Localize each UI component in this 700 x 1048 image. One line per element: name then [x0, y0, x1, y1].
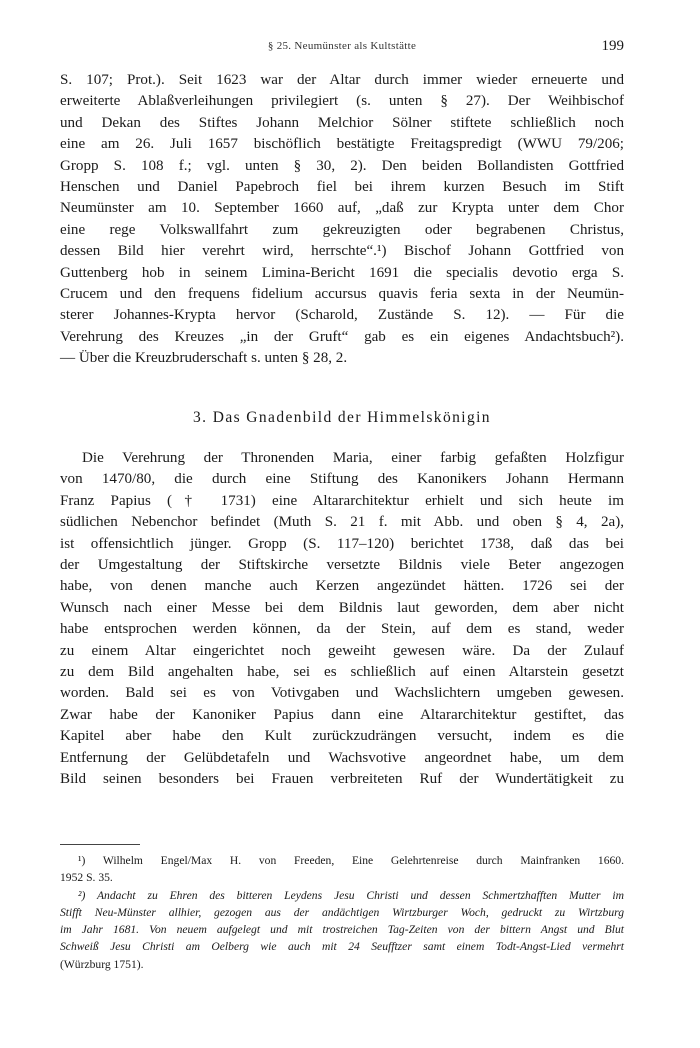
text-line: Henschen und Daniel Papebroch fiel bei ihrem kurzen Besuch im Stift — [60, 179, 624, 196]
text-line: ist offensichtlich jünger. Gropp (S. 117–120) berichtet 1738, daß das bei — [60, 535, 624, 552]
text-line: zu dem Bild angehalten habe, sei es schließlich auf einen Altarstein gesetzt — [60, 664, 624, 681]
text-line: Entfernung der Gelübdetafeln und Wachsvotive angeordnet habe, um dem — [60, 749, 624, 766]
text-line: sterer Johannes-Krypta hervor (Scharold, Zustände S. 12). — Für die — [60, 307, 624, 324]
text-line: Bild seinen besonders bei Frauen verbreiteten Ruf der Wundertätigkeit zu — [60, 771, 624, 788]
text-line: der Umgestaltung der Stiftskirche versetzte Bildnis viele Beter angezogen — [60, 557, 624, 574]
text-line: von 1470/80, die durch eine Stiftung des Kanonikers Johann Hermann — [60, 471, 624, 488]
footnote-line: Stifft Neu-Münster allhier, gezogen aus der andächtigen Wirtzburger Woch, gedruckt zu Wirtzburg — [60, 905, 624, 919]
paragraph — [60, 448, 624, 791]
footnote-line: ¹) Wilhelm Engel/Max H. von Freeden, Eine Gelehrtenreise durch Mainfranken 1660. — [78, 854, 624, 867]
text-line: Franz Papius († 1731) eine Altararchitektur erhielt und sich heute im — [60, 492, 624, 509]
text-line: Kapitel aber habe den Kult zurückzudrängen versucht, indem es die — [60, 728, 624, 745]
text-line: Crucem und den frequens fidelium accursus quavis feria sexta in der Neumün- — [60, 286, 624, 303]
footnote-line: im Jahr 1681. Von neuem aufgelegt und mit trostreichen Tag-Zeiten von der bittern Angst und Blut — [60, 923, 624, 937]
footnote-rule — [60, 844, 140, 845]
page-header — [60, 40, 624, 60]
text-line: Zwar habe der Kanoniker Papius dann eine Altararchitektur gestiftet, das — [60, 706, 624, 723]
text-line: Die Verehrung der Thronenden Maria, einer farbig gefaßten Holzfigur — [82, 450, 624, 466]
footnote-2 — [60, 887, 624, 973]
footnote-1 — [60, 852, 624, 887]
text-line: dessen Bild hier verehrt wird, herrschte“.¹) Bischof Johann Gottfried von — [60, 243, 624, 260]
text-line: Verehrung des Kreuzes „in der Gruft“ gab es ein eigenes Andachtsbuch²). — [60, 328, 624, 345]
text-line: Gropp S. 108 f.; vgl. unten § 30, 2). Den beiden Bollandisten Gottfried — [60, 157, 624, 174]
paragraph — [60, 70, 624, 370]
text-line: worden. Bald sei es von Votivgaben und Wachslichtern umgeben gewesen. — [60, 685, 624, 702]
text-line: zu einem Altar eingerichtet noch geweiht gewesen wäre. Da der Zulauf — [60, 642, 624, 659]
text-line: S. 107; Prot.). Seit 1623 war der Altar durch immer wieder erneuerte und — [60, 72, 624, 88]
text-line: Neumünster am 10. September 1660 auf, „daß zur Krypta unter dem Chor — [60, 200, 624, 217]
text-line: habe, von denen manche auch Kerzen angezündet hätten. 1726 sei der — [60, 578, 624, 595]
text-line: Guttenberg hob in seinem Limina-Bericht 1691 die specialis devotio erga S. — [60, 264, 624, 281]
text-line: — Über die Kreuzbruderschaft s. unten § 28, 2. — [60, 350, 348, 367]
text-line: erweiterte Ablaßverleihungen privilegiert (s. unten § 27). Der Weihbischof — [60, 93, 624, 110]
running-head: § 25. Neumünster als Kultstätte — [267, 40, 417, 52]
text-line: südlichen Nebenchor befindet (Muth S. 21 f. mit Abb. und oben § 4, 2a), — [60, 514, 624, 531]
text-line: Wunsch nach einer Messe bei dem Bildnis laut geworden, dem aber nicht — [60, 599, 624, 616]
text-line: eine rege Volkswallfahrt zum gekreuzigten oder begrabenen Christus, — [60, 221, 624, 238]
footnotes — [60, 852, 624, 973]
section-1-text — [60, 70, 624, 370]
text-line: und Dekan des Stiftes Johann Melchior Sölner stiftete schließlich noch — [60, 114, 624, 131]
section-2-text — [60, 448, 624, 791]
footnote-line: Schweiß Jesu Christi am Oelberg wie auch mit 24 Seufftzer samt einem Todt-Angst-Lied vermehrt — [60, 940, 624, 954]
text-line: habe entsprochen werden können, da der Stein, auf dem es stand, weder — [60, 621, 624, 638]
footnote-line: 1952 S. 35. — [60, 871, 113, 885]
section-heading: 3. Das Gnadenbild der Himmelskönigin — [193, 409, 491, 426]
footnote-line: ²) Andacht zu Ehren des bitteren Leydens Jesu Christi und dessen Schmertzhafften Mutter im — [78, 888, 624, 902]
footnote-line: (Würzburg 1751). — [60, 957, 144, 971]
page-number: 199 — [601, 38, 624, 54]
text-line: eine am 26. Juli 1657 bischöflich bestätigte Freitagspredigt (WWU 79/206; — [60, 136, 624, 153]
